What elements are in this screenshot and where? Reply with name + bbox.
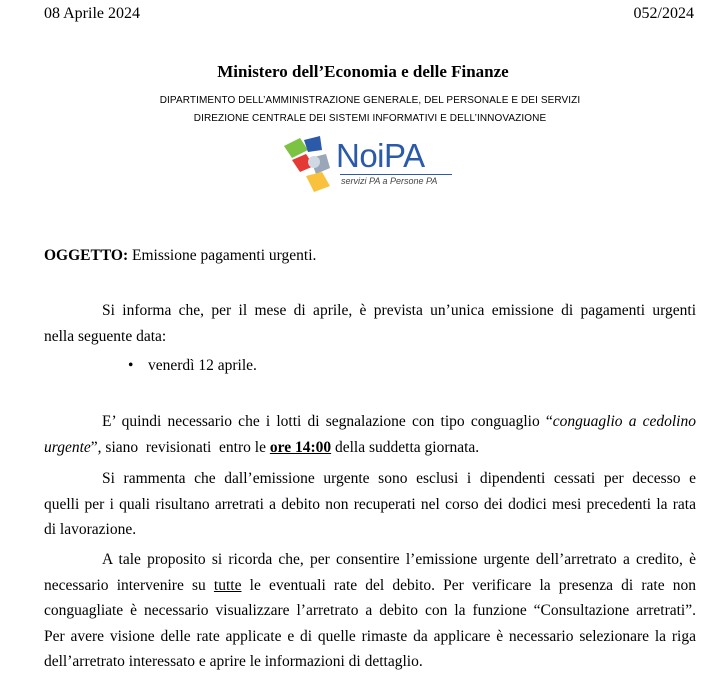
directorate-line: DIREZIONE CENTRALE DEI SISTEMI INFORMATIVI E DELL’INNOVAZIONE xyxy=(193,113,547,124)
p2-italic-2: urgente xyxy=(44,438,91,456)
ministry-title: Ministero dell’Economia e delle Finanze xyxy=(217,62,509,81)
subject-label: OGGETTO: xyxy=(44,247,129,264)
p4-line3: conguagliate è necessario visualizzare l’arretrato a debito con la funzione “Consultazione arretrati”. xyxy=(44,602,696,619)
paragraph-1 xyxy=(44,298,696,349)
paragraph-2 xyxy=(44,409,696,460)
p4-text-a: necessario intervenire su xyxy=(44,576,214,594)
subject-line xyxy=(44,243,696,269)
subject-text: Emissione pagamenti urgenti. xyxy=(132,247,317,264)
p4-line4: Per avere visione delle rate applicate e di quelle rimaste da applicare è necessario selezionare la riga xyxy=(44,627,696,645)
bullet-icon: • xyxy=(128,357,134,374)
p1-line2: nella seguente data: xyxy=(44,327,167,345)
p3-line1: Si rammenta che dall’emissione urgente sono esclusi i dipendenti cessati per decesso e xyxy=(102,470,696,487)
header-date: 08 Aprile 2024 xyxy=(44,5,140,22)
logo-wordmark: NoiPA xyxy=(336,137,425,174)
p3-line2: quelli per i quali risultano arretrati a debito non recuperati nel corso dei dodici mesi precedenti la rata xyxy=(44,495,696,513)
noipa-logo xyxy=(282,136,462,196)
p4-line5: dell’arretrato interessato e aprire le informazioni di dettaglio. xyxy=(44,653,423,670)
p2-line2 xyxy=(44,435,696,461)
noipa-emblem-icon xyxy=(282,136,342,194)
bullet-item xyxy=(128,353,528,379)
bullet-text: venerdì 12 aprile. xyxy=(148,357,257,374)
p3-line3: di lavorazione. xyxy=(44,521,137,538)
paragraph-3 xyxy=(44,466,696,543)
logo-tagline: servizi PA a Persone PA xyxy=(341,176,438,186)
p2-line1 xyxy=(44,409,696,435)
p2-text-b: ”, siano revisionati entro le xyxy=(90,438,270,456)
p4-line1: A tale proposito si ricorda che, per consentire l’emissione urgente dell’arretrato a credito, è xyxy=(102,551,696,568)
p2-text-a: E’ quindi necessario che i lotti di segnalazione con tipo conguaglio “ xyxy=(102,413,553,430)
p4-line2 xyxy=(44,573,696,599)
p2-italic-1: conguaglio a cedolino xyxy=(552,413,696,430)
logo-underline xyxy=(340,174,452,175)
header-number: 052/2024 xyxy=(633,5,694,22)
p2-text-c: della suddetta giornata. xyxy=(331,438,480,456)
p1-line1: Si informa che, per il mese di aprile, è prevista un’unica emissione di pagamenti urgenti xyxy=(102,302,696,319)
department-line: DIPARTIMENTO DELL’AMMINISTRAZIONE GENERALE, DEL PERSONALE E DEI SERVIZI xyxy=(159,95,581,106)
paragraph-4 xyxy=(44,547,696,675)
p4-underlined: tutte xyxy=(213,576,242,594)
p2-deadline: ore 14:00 xyxy=(269,438,332,456)
p4-text-b: le eventuali rate del debito. Per verificare la presenza di rate non xyxy=(241,576,696,594)
